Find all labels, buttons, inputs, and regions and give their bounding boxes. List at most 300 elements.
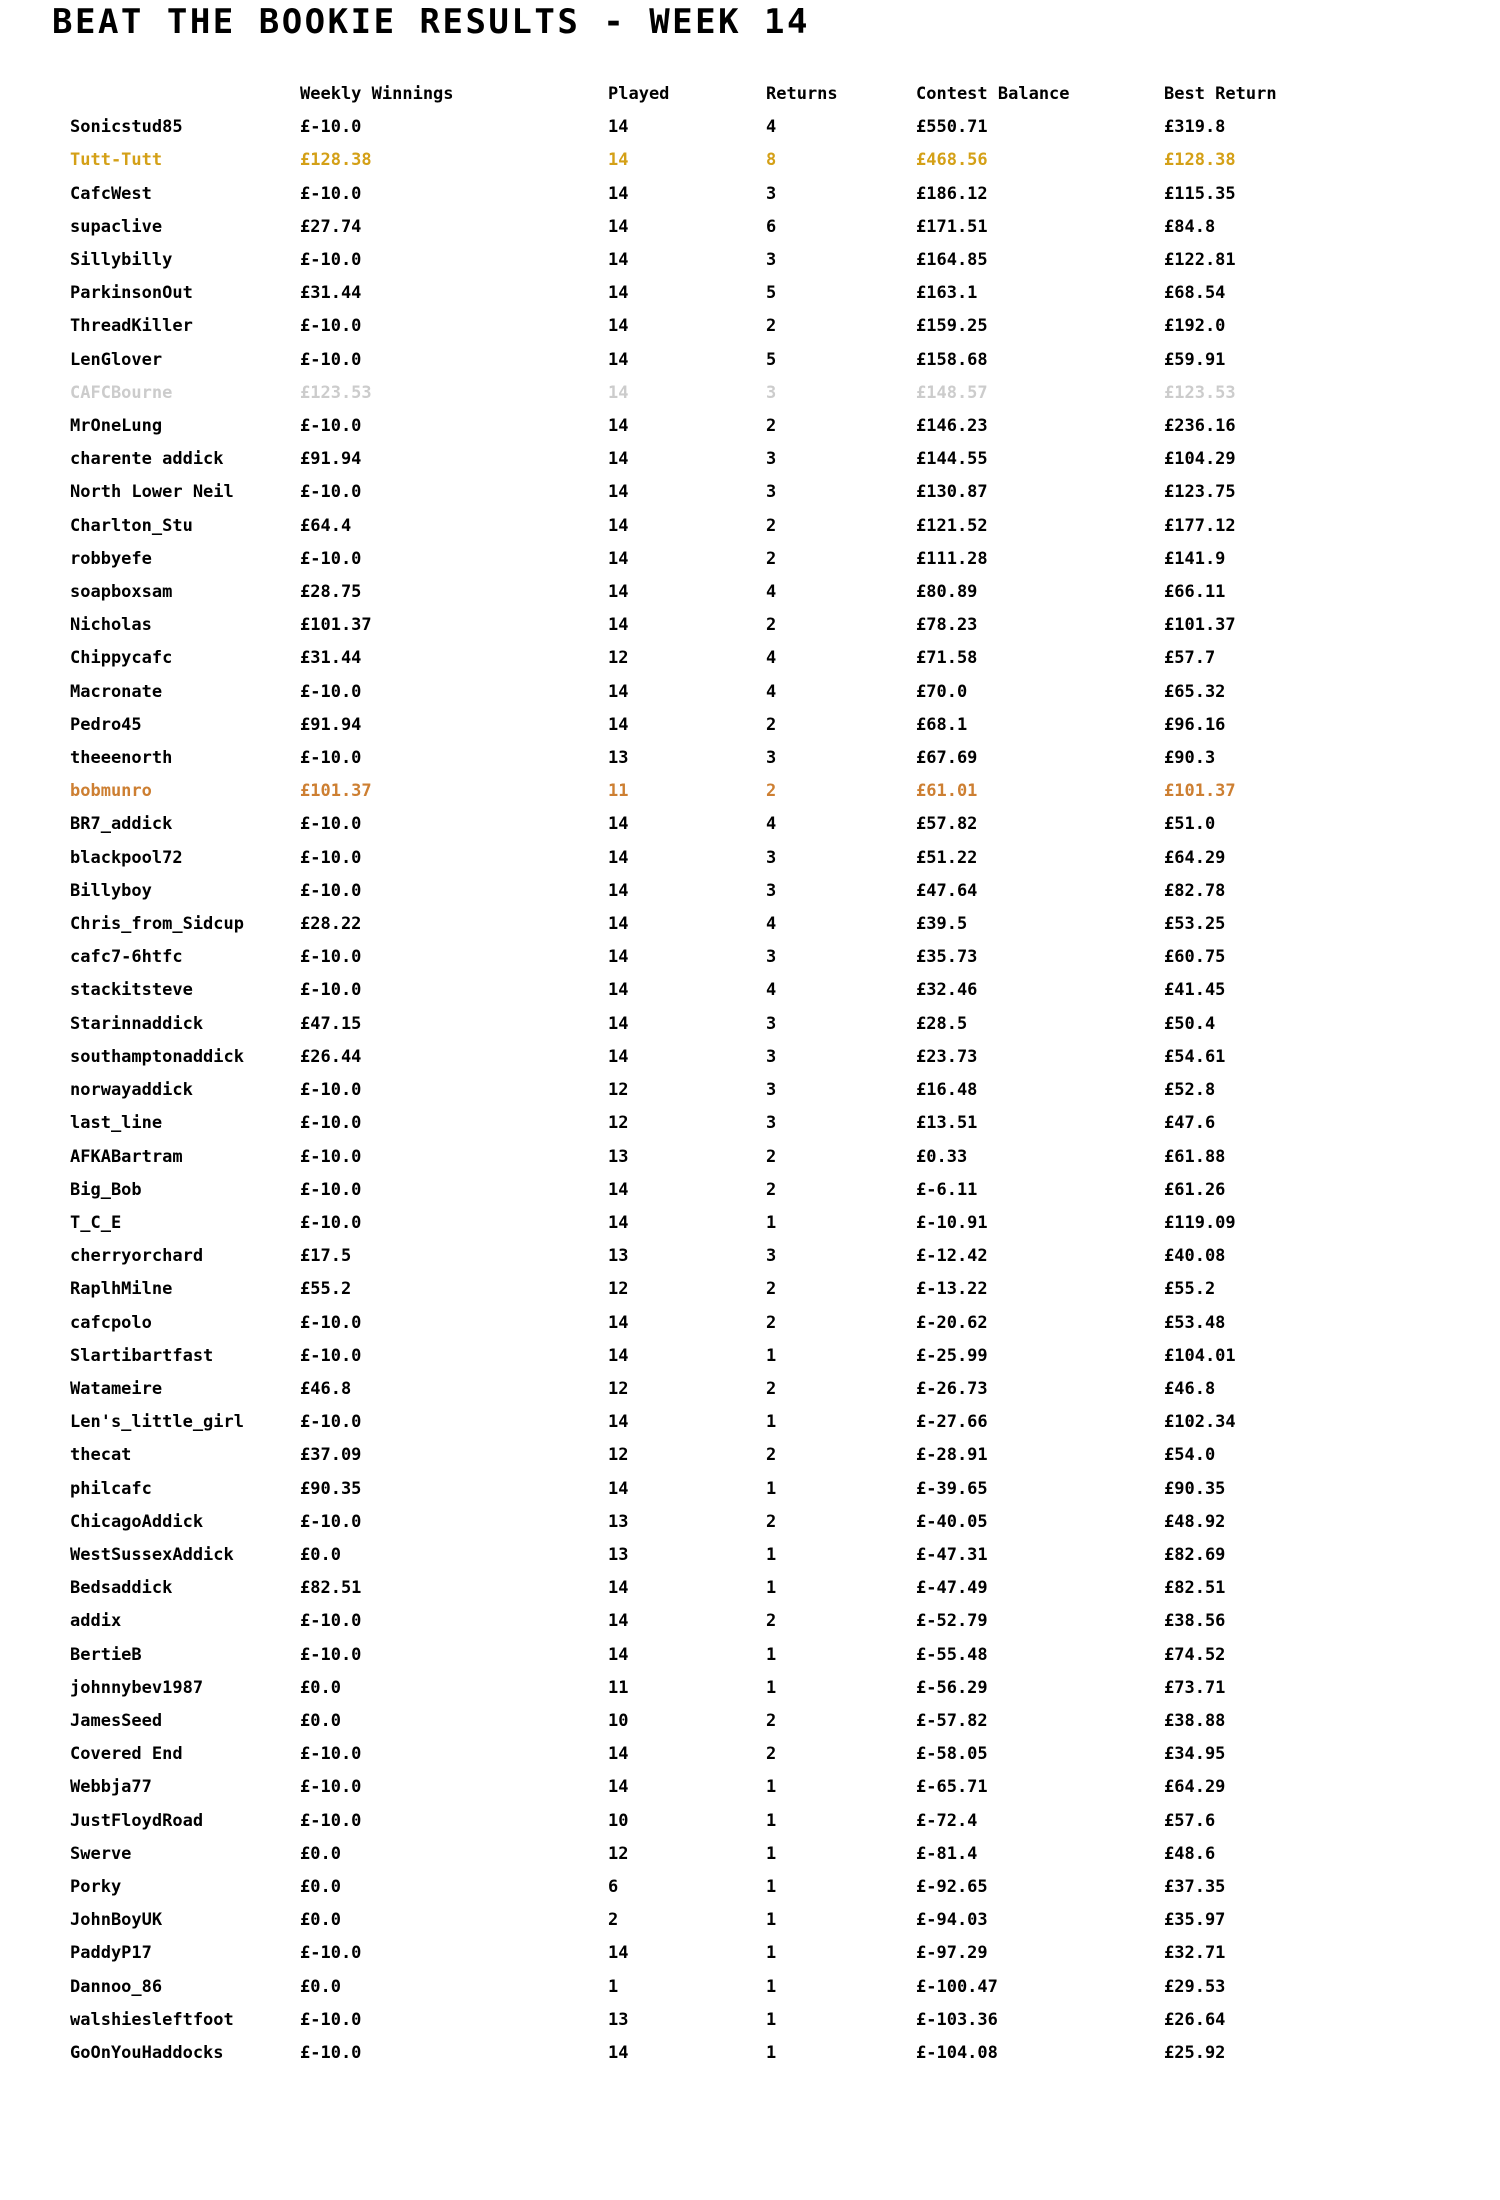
cell-weekly-winnings: £46.8 bbox=[300, 1378, 352, 1399]
cell-weekly-winnings: £-10.0 bbox=[300, 1146, 362, 1167]
cell-weekly-winnings: £-10.0 bbox=[300, 1777, 362, 1798]
table-row[interactable] bbox=[0, 244, 1420, 277]
cell-weekly-winnings: £0.0 bbox=[300, 1710, 341, 1731]
cell-played: 14 bbox=[608, 947, 629, 968]
cell-contest-balance: £-39.65 bbox=[916, 1478, 988, 1499]
cell-weekly-winnings: £28.75 bbox=[300, 582, 362, 603]
cell-weekly-winnings: £47.15 bbox=[300, 1013, 362, 1034]
cell-best-return: £53.48 bbox=[1164, 1312, 1226, 1333]
cell-contest-balance: £51.22 bbox=[916, 847, 978, 868]
cell-best-return: £115.35 bbox=[1164, 183, 1236, 204]
cell-returns: 4 bbox=[766, 681, 777, 702]
cell-played: 14 bbox=[608, 250, 629, 271]
cell-contest-balance: £171.51 bbox=[916, 216, 988, 237]
cell-weekly-winnings: £91.94 bbox=[300, 449, 362, 470]
cell-best-return: £73.71 bbox=[1164, 1677, 1226, 1698]
column-header-returns: Returns bbox=[766, 84, 838, 104]
cell-weekly-winnings: £55.2 bbox=[300, 1279, 352, 1300]
table-row[interactable] bbox=[0, 1273, 1420, 1306]
cell-best-return: £319.8 bbox=[1164, 117, 1226, 138]
cell-best-return: £90.3 bbox=[1164, 748, 1216, 769]
cell-played: 14 bbox=[608, 1611, 629, 1632]
table-row[interactable] bbox=[0, 1771, 1420, 1804]
cell-weekly-winnings: £-10.0 bbox=[300, 1744, 362, 1765]
cell-contest-balance: £57.82 bbox=[916, 814, 978, 835]
cell-weekly-winnings: £26.44 bbox=[300, 1046, 362, 1067]
cell-name: JohnBoyUK bbox=[70, 1910, 163, 1931]
cell-returns: 2 bbox=[766, 1312, 777, 1333]
cell-returns: 2 bbox=[766, 1710, 777, 1731]
cell-played: 14 bbox=[608, 980, 629, 1001]
table-body bbox=[0, 111, 1420, 2070]
column-header-played: Played bbox=[608, 84, 670, 104]
cell-weekly-winnings: £31.44 bbox=[300, 283, 362, 304]
table-row[interactable] bbox=[0, 642, 1420, 675]
table-row[interactable] bbox=[0, 676, 1420, 709]
cell-best-return: £32.71 bbox=[1164, 1943, 1226, 1964]
cell-returns: 2 bbox=[766, 1445, 777, 1466]
cell-played: 14 bbox=[608, 416, 629, 437]
cell-weekly-winnings: £-10.0 bbox=[300, 880, 362, 901]
cell-contest-balance: £16.48 bbox=[916, 1080, 978, 1101]
table-row[interactable] bbox=[0, 1207, 1420, 1240]
column-header-contest-balance: Contest Balance bbox=[916, 84, 1070, 104]
cell-best-return: £236.16 bbox=[1164, 416, 1236, 437]
cell-returns: 3 bbox=[766, 1113, 777, 1134]
cell-weekly-winnings: £-10.0 bbox=[300, 2042, 362, 2063]
table-row[interactable] bbox=[0, 310, 1420, 343]
cell-contest-balance: £-40.05 bbox=[916, 1511, 988, 1532]
table-row[interactable] bbox=[0, 1008, 1420, 1041]
table-row[interactable] bbox=[0, 476, 1420, 509]
table-row[interactable] bbox=[0, 178, 1420, 211]
cell-played: 13 bbox=[608, 1146, 629, 1167]
cell-contest-balance: £71.58 bbox=[916, 648, 978, 669]
cell-returns: 2 bbox=[766, 316, 777, 337]
cell-returns: 4 bbox=[766, 117, 777, 138]
cell-weekly-winnings: £31.44 bbox=[300, 648, 362, 669]
cell-best-return: £123.53 bbox=[1164, 382, 1236, 403]
cell-weekly-winnings: £28.22 bbox=[300, 914, 362, 935]
cell-played: 1 bbox=[608, 1976, 619, 1997]
cell-played: 14 bbox=[608, 1478, 629, 1499]
cell-contest-balance: £-28.91 bbox=[916, 1445, 988, 1466]
table-row[interactable] bbox=[0, 609, 1420, 642]
cell-name: JustFloydRoad bbox=[70, 1810, 204, 1831]
cell-name: Tutt-Tutt bbox=[70, 150, 163, 171]
cell-best-return: £123.75 bbox=[1164, 482, 1236, 503]
cell-weekly-winnings: £-10.0 bbox=[300, 1810, 362, 1831]
cell-best-return: £84.8 bbox=[1164, 216, 1216, 237]
cell-played: 14 bbox=[608, 382, 629, 403]
cell-best-return: £59.91 bbox=[1164, 349, 1226, 370]
cell-weekly-winnings: £27.74 bbox=[300, 216, 362, 237]
cell-returns: 1 bbox=[766, 1644, 777, 1665]
cell-returns: 2 bbox=[766, 1611, 777, 1632]
cell-played: 14 bbox=[608, 117, 629, 138]
cell-returns: 1 bbox=[766, 2009, 777, 2030]
cell-returns: 3 bbox=[766, 1013, 777, 1034]
cell-contest-balance: £-26.73 bbox=[916, 1378, 988, 1399]
cell-played: 14 bbox=[608, 1212, 629, 1233]
cell-returns: 1 bbox=[766, 1943, 777, 1964]
cell-played: 14 bbox=[608, 1578, 629, 1599]
cell-played: 14 bbox=[608, 880, 629, 901]
cell-played: 14 bbox=[608, 482, 629, 503]
cell-weekly-winnings: £128.38 bbox=[300, 150, 372, 171]
cell-played: 13 bbox=[608, 1511, 629, 1532]
cell-contest-balance: £148.57 bbox=[916, 382, 988, 403]
cell-contest-balance: £159.25 bbox=[916, 316, 988, 337]
cell-contest-balance: £-10.91 bbox=[916, 1212, 988, 1233]
cell-name: North Lower Neil bbox=[70, 482, 234, 503]
cell-weekly-winnings: £123.53 bbox=[300, 382, 372, 403]
table-row[interactable] bbox=[0, 1406, 1420, 1439]
cell-name: JamesSeed bbox=[70, 1710, 163, 1731]
cell-best-return: £38.88 bbox=[1164, 1710, 1226, 1731]
cell-best-return: £25.92 bbox=[1164, 2042, 1226, 2063]
cell-returns: 1 bbox=[766, 1976, 777, 1997]
table-row[interactable] bbox=[0, 941, 1420, 974]
cell-name: CafcWest bbox=[70, 183, 152, 204]
cell-best-return: £104.01 bbox=[1164, 1345, 1236, 1366]
cell-weekly-winnings: £-10.0 bbox=[300, 748, 362, 769]
cell-played: 14 bbox=[608, 1412, 629, 1433]
cell-best-return: £34.95 bbox=[1164, 1744, 1226, 1765]
table-row[interactable] bbox=[0, 1074, 1420, 1107]
table-row[interactable] bbox=[0, 1240, 1420, 1273]
cell-returns: 1 bbox=[766, 1212, 777, 1233]
cell-best-return: £141.9 bbox=[1164, 548, 1226, 569]
cell-returns: 1 bbox=[766, 2042, 777, 2063]
cell-best-return: £26.64 bbox=[1164, 2009, 1226, 2030]
cell-played: 12 bbox=[608, 1843, 629, 1864]
cell-best-return: £48.6 bbox=[1164, 1843, 1216, 1864]
cell-contest-balance: £35.73 bbox=[916, 947, 978, 968]
cell-best-return: £61.88 bbox=[1164, 1146, 1226, 1167]
cell-contest-balance: £80.89 bbox=[916, 582, 978, 603]
cell-returns: 2 bbox=[766, 1146, 777, 1167]
cell-weekly-winnings: £-10.0 bbox=[300, 1412, 362, 1433]
cell-weekly-winnings: £-10.0 bbox=[300, 980, 362, 1001]
cell-weekly-winnings: £-10.0 bbox=[300, 2009, 362, 2030]
cell-played: 14 bbox=[608, 316, 629, 337]
cell-name: cafc7-6htfc bbox=[70, 947, 183, 968]
table-row[interactable] bbox=[0, 576, 1420, 609]
cell-contest-balance: £-92.65 bbox=[916, 1876, 988, 1897]
cell-weekly-winnings: £0.0 bbox=[300, 1544, 341, 1565]
cell-contest-balance: £550.71 bbox=[916, 117, 988, 138]
cell-contest-balance: £67.69 bbox=[916, 748, 978, 769]
cell-contest-balance: £39.5 bbox=[916, 914, 968, 935]
cell-name: Len's_little_girl bbox=[70, 1412, 244, 1433]
table-row[interactable] bbox=[0, 1506, 1420, 1539]
table-row[interactable] bbox=[0, 974, 1420, 1007]
cell-returns: 1 bbox=[766, 1345, 777, 1366]
cell-weekly-winnings: £64.4 bbox=[300, 515, 352, 536]
cell-name: Webbja77 bbox=[70, 1777, 152, 1798]
table-row[interactable] bbox=[0, 111, 1420, 144]
cell-contest-balance: £47.64 bbox=[916, 880, 978, 901]
cell-name: charente addick bbox=[70, 449, 224, 470]
table-row[interactable] bbox=[0, 1705, 1420, 1738]
cell-weekly-winnings: £-10.0 bbox=[300, 349, 362, 370]
cell-contest-balance: £78.23 bbox=[916, 615, 978, 636]
cell-played: 12 bbox=[608, 648, 629, 669]
cell-weekly-winnings: £-10.0 bbox=[300, 947, 362, 968]
table-row[interactable] bbox=[0, 1141, 1420, 1174]
cell-name: Macronate bbox=[70, 681, 163, 702]
cell-returns: 3 bbox=[766, 1080, 777, 1101]
table-row[interactable] bbox=[0, 211, 1420, 244]
cell-name: Billyboy bbox=[70, 880, 152, 901]
cell-contest-balance: £-56.29 bbox=[916, 1677, 988, 1698]
cell-returns: 2 bbox=[766, 1378, 777, 1399]
cell-best-return: £41.45 bbox=[1164, 980, 1226, 1001]
cell-returns: 2 bbox=[766, 615, 777, 636]
table-row[interactable] bbox=[0, 1539, 1420, 1572]
table-row[interactable] bbox=[0, 1971, 1420, 2004]
column-header-best-return: Best Return bbox=[1164, 84, 1277, 104]
cell-name: LenGlover bbox=[70, 349, 163, 370]
cell-name: Pedro45 bbox=[70, 714, 142, 735]
cell-returns: 1 bbox=[766, 1843, 777, 1864]
cell-weekly-winnings: £-10.0 bbox=[300, 548, 362, 569]
table-row[interactable] bbox=[0, 1738, 1420, 1771]
table-row[interactable] bbox=[0, 1904, 1420, 1937]
cell-contest-balance: £-100.47 bbox=[916, 1976, 998, 1997]
cell-weekly-winnings: £0.0 bbox=[300, 1843, 341, 1864]
cell-weekly-winnings: £90.35 bbox=[300, 1478, 362, 1499]
table-row[interactable] bbox=[0, 1041, 1420, 1074]
table-row[interactable] bbox=[0, 1937, 1420, 1970]
cell-contest-balance: £-52.79 bbox=[916, 1611, 988, 1632]
cell-best-return: £74.52 bbox=[1164, 1644, 1226, 1665]
cell-played: 14 bbox=[608, 283, 629, 304]
table-row[interactable] bbox=[0, 1473, 1420, 1506]
cell-played: 14 bbox=[608, 1046, 629, 1067]
cell-best-return: £53.25 bbox=[1164, 914, 1226, 935]
cell-name: Watameire bbox=[70, 1378, 163, 1399]
cell-name: Nicholas bbox=[70, 615, 152, 636]
cell-contest-balance: £158.68 bbox=[916, 349, 988, 370]
table-row[interactable] bbox=[0, 2004, 1420, 2037]
cell-contest-balance: £-97.29 bbox=[916, 1943, 988, 1964]
cell-name: philcafc bbox=[70, 1478, 152, 1499]
table-row[interactable] bbox=[0, 1605, 1420, 1638]
table-row[interactable] bbox=[0, 709, 1420, 742]
cell-played: 14 bbox=[608, 548, 629, 569]
table-row[interactable] bbox=[0, 410, 1420, 443]
cell-name: GoOnYouHaddocks bbox=[70, 2042, 224, 2063]
table-row[interactable] bbox=[0, 775, 1420, 808]
table-row[interactable] bbox=[0, 443, 1420, 476]
cell-played: 14 bbox=[608, 1312, 629, 1333]
cell-played: 14 bbox=[608, 582, 629, 603]
table-row[interactable] bbox=[0, 1838, 1420, 1871]
cell-returns: 5 bbox=[766, 283, 777, 304]
cell-contest-balance: £121.52 bbox=[916, 515, 988, 536]
cell-returns: 3 bbox=[766, 880, 777, 901]
cell-weekly-winnings: £-10.0 bbox=[300, 1943, 362, 1964]
cell-weekly-winnings: £-10.0 bbox=[300, 681, 362, 702]
table-row[interactable] bbox=[0, 1871, 1420, 1904]
cell-played: 14 bbox=[608, 1345, 629, 1366]
cell-played: 14 bbox=[608, 515, 629, 536]
table-row[interactable] bbox=[0, 1307, 1420, 1340]
cell-played: 14 bbox=[608, 1943, 629, 1964]
cell-weekly-winnings: £-10.0 bbox=[300, 1345, 362, 1366]
cell-name: Swerve bbox=[70, 1843, 132, 1864]
cell-returns: 3 bbox=[766, 947, 777, 968]
cell-contest-balance: £70.0 bbox=[916, 681, 968, 702]
cell-best-return: £64.29 bbox=[1164, 1777, 1226, 1798]
cell-contest-balance: £-72.4 bbox=[916, 1810, 978, 1831]
table-row[interactable] bbox=[0, 377, 1420, 410]
table-row[interactable] bbox=[0, 808, 1420, 841]
table-header bbox=[0, 78, 1420, 111]
cell-weekly-winnings: £101.37 bbox=[300, 615, 372, 636]
cell-best-return: £29.53 bbox=[1164, 1976, 1226, 1997]
table-row[interactable] bbox=[0, 1639, 1420, 1672]
table-row[interactable] bbox=[0, 1373, 1420, 1406]
cell-name: CAFCBourne bbox=[70, 382, 173, 403]
cell-best-return: £82.78 bbox=[1164, 880, 1226, 901]
cell-returns: 2 bbox=[766, 1511, 777, 1532]
cell-best-return: £48.92 bbox=[1164, 1511, 1226, 1532]
cell-weekly-winnings: £-10.0 bbox=[300, 117, 362, 138]
cell-best-return: £101.37 bbox=[1164, 781, 1236, 802]
cell-returns: 1 bbox=[766, 1910, 777, 1931]
cell-best-return: £50.4 bbox=[1164, 1013, 1216, 1034]
cell-name: BertieB bbox=[70, 1644, 142, 1665]
cell-returns: 3 bbox=[766, 449, 777, 470]
cell-weekly-winnings: £-10.0 bbox=[300, 847, 362, 868]
cell-best-return: £104.29 bbox=[1164, 449, 1236, 470]
cell-best-return: £40.08 bbox=[1164, 1246, 1226, 1267]
table-row[interactable] bbox=[0, 742, 1420, 775]
cell-played: 13 bbox=[608, 748, 629, 769]
cell-contest-balance: £-20.62 bbox=[916, 1312, 988, 1333]
cell-weekly-winnings: £-10.0 bbox=[300, 1179, 362, 1200]
cell-weekly-winnings: £-10.0 bbox=[300, 482, 362, 503]
cell-name: Slartibartfast bbox=[70, 1345, 214, 1366]
cell-contest-balance: £-12.42 bbox=[916, 1246, 988, 1267]
cell-returns: 6 bbox=[766, 216, 777, 237]
table-row[interactable] bbox=[0, 543, 1420, 576]
cell-name: last_line bbox=[70, 1113, 163, 1134]
cell-contest-balance: £23.73 bbox=[916, 1046, 978, 1067]
table-row[interactable] bbox=[0, 875, 1420, 908]
cell-best-return: £66.11 bbox=[1164, 582, 1226, 603]
cell-best-return: £35.97 bbox=[1164, 1910, 1226, 1931]
cell-name: Charlton_Stu bbox=[70, 515, 193, 536]
cell-best-return: £51.0 bbox=[1164, 814, 1216, 835]
cell-best-return: £60.75 bbox=[1164, 947, 1226, 968]
cell-weekly-winnings: £-10.0 bbox=[300, 250, 362, 271]
cell-name: cafcpolo bbox=[70, 1312, 152, 1333]
cell-returns: 4 bbox=[766, 582, 777, 603]
cell-returns: 4 bbox=[766, 980, 777, 1001]
table-row[interactable] bbox=[0, 510, 1420, 543]
cell-name: Sonicstud85 bbox=[70, 117, 183, 138]
cell-contest-balance: £111.28 bbox=[916, 548, 988, 569]
cell-returns: 4 bbox=[766, 914, 777, 935]
column-header-name bbox=[0, 78, 300, 111]
table-row[interactable] bbox=[0, 277, 1420, 310]
cell-name: Chippycafc bbox=[70, 648, 173, 669]
cell-name: BR7_addick bbox=[70, 814, 173, 835]
table-row[interactable] bbox=[0, 144, 1420, 177]
cell-played: 14 bbox=[608, 183, 629, 204]
cell-played: 14 bbox=[608, 216, 629, 237]
cell-best-return: £55.2 bbox=[1164, 1279, 1216, 1300]
cell-contest-balance: £28.5 bbox=[916, 1013, 968, 1034]
cell-weekly-winnings: £-10.0 bbox=[300, 1080, 362, 1101]
cell-weekly-winnings: £-10.0 bbox=[300, 1644, 362, 1665]
cell-returns: 5 bbox=[766, 349, 777, 370]
table-row[interactable] bbox=[0, 2037, 1420, 2070]
cell-best-return: £57.7 bbox=[1164, 648, 1216, 669]
cell-played: 11 bbox=[608, 781, 629, 802]
cell-contest-balance: £-58.05 bbox=[916, 1744, 988, 1765]
cell-contest-balance: £144.55 bbox=[916, 449, 988, 470]
cell-returns: 2 bbox=[766, 515, 777, 536]
cell-returns: 1 bbox=[766, 1478, 777, 1499]
table-row[interactable] bbox=[0, 1805, 1420, 1838]
cell-name: AFKABartram bbox=[70, 1146, 183, 1167]
results-table bbox=[0, 78, 1420, 2070]
cell-returns: 3 bbox=[766, 250, 777, 271]
table-row[interactable] bbox=[0, 344, 1420, 377]
cell-name: johnnybev1987 bbox=[70, 1677, 204, 1698]
results-table-container bbox=[0, 78, 1500, 2070]
cell-best-return: £38.56 bbox=[1164, 1611, 1226, 1632]
cell-best-return: £82.69 bbox=[1164, 1544, 1226, 1565]
cell-best-return: £177.12 bbox=[1164, 515, 1236, 536]
cell-best-return: £64.29 bbox=[1164, 847, 1226, 868]
cell-name: southamptonaddick bbox=[70, 1046, 244, 1067]
cell-contest-balance: £-94.03 bbox=[916, 1910, 988, 1931]
cell-played: 14 bbox=[608, 1179, 629, 1200]
cell-best-return: £128.38 bbox=[1164, 150, 1236, 171]
cell-weekly-winnings: £17.5 bbox=[300, 1246, 352, 1267]
cell-contest-balance: £-55.48 bbox=[916, 1644, 988, 1665]
table-row[interactable] bbox=[0, 908, 1420, 941]
cell-name: MrOneLung bbox=[70, 416, 163, 437]
table-row[interactable] bbox=[0, 1572, 1420, 1605]
cell-best-return: £101.37 bbox=[1164, 615, 1236, 636]
header-row bbox=[0, 78, 1420, 111]
cell-name: ParkinsonOut bbox=[70, 283, 193, 304]
table-row[interactable] bbox=[0, 1439, 1420, 1472]
cell-name: cherryorchard bbox=[70, 1246, 204, 1267]
cell-contest-balance: £-103.36 bbox=[916, 2009, 998, 2030]
table-row[interactable] bbox=[0, 1672, 1420, 1705]
cell-contest-balance: £32.46 bbox=[916, 980, 978, 1001]
table-row[interactable] bbox=[0, 1174, 1420, 1207]
cell-played: 12 bbox=[608, 1279, 629, 1300]
cell-returns: 1 bbox=[766, 1677, 777, 1698]
cell-returns: 3 bbox=[766, 382, 777, 403]
table-row[interactable] bbox=[0, 1340, 1420, 1373]
cell-played: 12 bbox=[608, 1080, 629, 1101]
cell-played: 14 bbox=[608, 2042, 629, 2063]
table-row[interactable] bbox=[0, 842, 1420, 875]
cell-best-return: £65.32 bbox=[1164, 681, 1226, 702]
table-row[interactable] bbox=[0, 1107, 1420, 1140]
cell-played: 14 bbox=[608, 349, 629, 370]
